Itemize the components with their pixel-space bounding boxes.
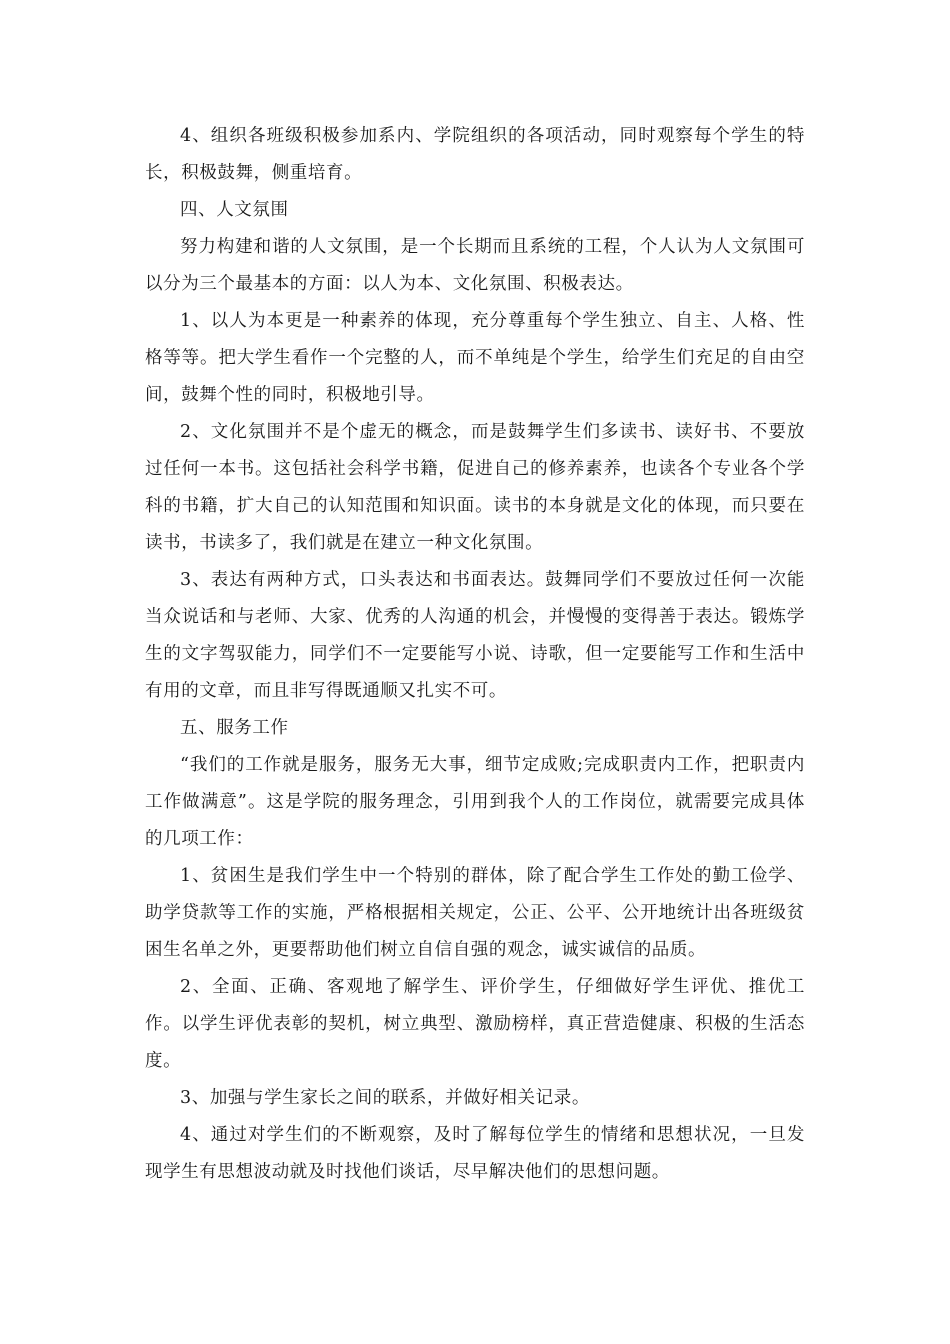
- paragraph-evaluation: 2、全面、正确、客观地了解学生、评价学生，仔细做好学生评优、推优工作。以学生评优表彰的契机，树立典型、激励榜样，真正营造健康、积极的生活态度。: [145, 977, 805, 1071]
- paragraph-expression: 3、表达有两种方式，口头表达和书面表达。鼓舞同学们不要放过任何一次能当众说话和与老师、大家、优秀的人沟通的机会，并慢慢的变得善于表达。锻炼学生的文字驾驭能力，同学们不一定要能写小说、诗歌，但一定要能写工作和生活中有用的文章，而且非写得既通顺又扎实不可。: [145, 570, 805, 701]
- paragraph-observation: 4、通过对学生们的不断观察，及时了解每位学生的情绪和思想状况，一旦发现学生有思想波动就及时找他们谈话，尽早解决他们的思想问题。: [145, 1125, 805, 1182]
- document-page: [145, 118, 805, 1191]
- section-heading-service: 五、服务工作: [180, 718, 289, 738]
- paragraph-poor-students: 1、贫困生是我们学生中一个特别的群体，除了配合学生工作处的勤工俭学、助学贷款等工作的实施，严格根据相关规定，公正、公平、公开地统计出各班级贫困生名单之外，更要帮助他们树立自信自强的观念，诚实诚信的品质。: [145, 866, 805, 960]
- paragraph-service-intro: “我们的工作就是服务，服务无大事，细节定成败;完成职责内工作，把职责内工作做满意”。这是学院的服务理念，引用到我个人的工作岗位，就需要完成具体的几项工作：: [145, 755, 805, 849]
- paragraph-parents: 3、加强与学生家长之间的联系，并做好相关记录。: [180, 1088, 590, 1108]
- section-heading-humanities: 四、人文氛围: [180, 200, 289, 220]
- paragraph-cultural-atmosphere: 2、文化氛围并不是个虚无的概念，而是鼓舞学生们多读书、读好书、不要放过任何一本书。这包括社会科学书籍，促进自己的修养素养，也读各个专业各个学科的书籍，扩大自己的认知范围和知识面。读书的本身就是文化的体现，而只要在读书，书读多了，我们就是在建立一种文化氛围。: [145, 422, 805, 553]
- paragraph-activities: 4、组织各班级积极参加系内、学院组织的各项活动，同时观察每个学生的特长，积极鼓舞，侧重培育。: [145, 126, 805, 183]
- paragraph-humanities-intro: 努力构建和谐的人文氛围，是一个长期而且系统的工程，个人认为人文氛围可以分为三个最基本的方面：以人为本、文化氛围、积极表达。: [145, 237, 805, 294]
- paragraph-people-oriented: 1、以人为本更是一种素养的体现，充分尊重每个学生独立、自主、人格、性格等等。把大学生看作一个完整的人，而不单纯是个学生，给学生们充足的自由空间，鼓舞个性的同时，积极地引导。: [145, 311, 805, 405]
